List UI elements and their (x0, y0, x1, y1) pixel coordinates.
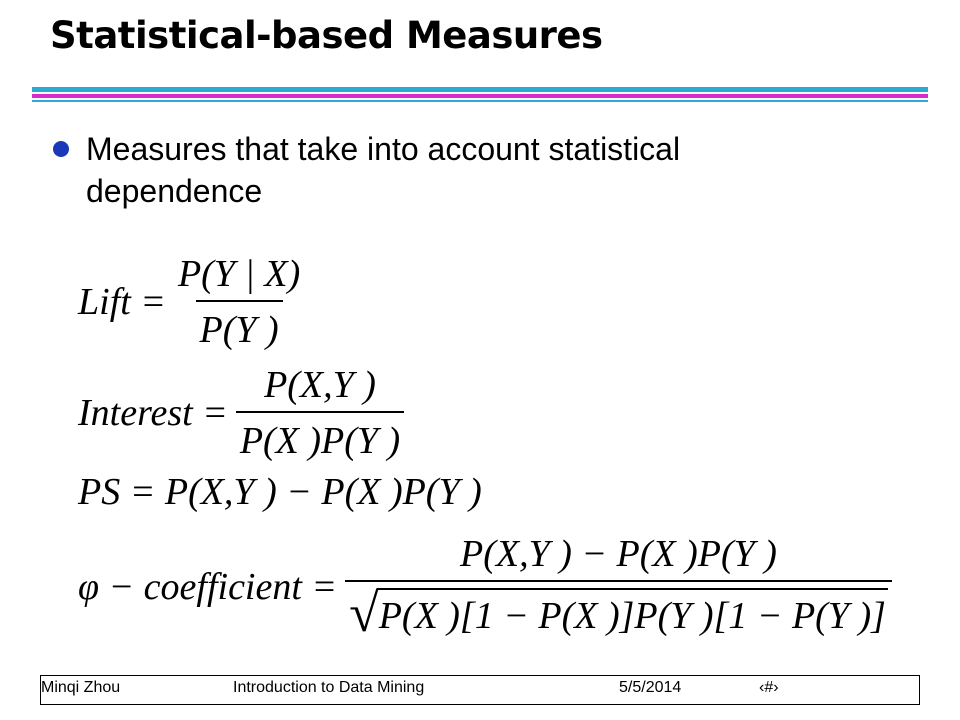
slide-footer (40, 675, 920, 705)
lift-fraction (174, 252, 304, 352)
phi-coefficient-formula (78, 532, 892, 641)
interest-lhs: Interest = (78, 392, 228, 434)
interest-formula (78, 363, 404, 463)
interest-fraction (236, 363, 404, 463)
footer-author: Minqi Zhou (41, 679, 121, 696)
phi-radicand: P(X )[1 − P(X )]P(Y )[1 − P(Y )] (377, 588, 888, 638)
lift-denominator: P(Y ) (196, 300, 283, 352)
lift-formula (78, 252, 304, 352)
lift-lhs: Lift = (78, 281, 166, 323)
bullet-dot-icon (53, 141, 69, 157)
lift-numerator: P(Y | X) (177, 253, 301, 295)
radical-sign-icon: √ (349, 583, 379, 643)
square-root (349, 583, 888, 643)
footer-course: Introduction to Data Mining (233, 679, 425, 696)
phi-denominator (345, 580, 892, 641)
footer-date: 5/5/2014 (619, 679, 682, 696)
phi-fraction (345, 532, 892, 641)
footer-page-number: ‹#› (759, 679, 779, 696)
ps-text: PS = P(X,Y ) − P(X )P(Y ) (78, 471, 482, 513)
phi-numerator: P(X,Y ) − P(X )P(Y ) (460, 533, 777, 575)
title-rule-blue-top (32, 87, 928, 92)
phi-lhs: φ − coefficient = (78, 565, 338, 608)
slide-title: Statistical-based Measures (50, 14, 603, 57)
interest-numerator: P(X,Y ) (264, 364, 376, 406)
interest-denominator: P(X )P(Y ) (236, 411, 404, 463)
title-rule-blue-bottom (32, 100, 928, 102)
title-rule-magenta (32, 94, 928, 98)
bullet-text: Measures that take into account statistical dependence (86, 131, 681, 209)
ps-formula (78, 470, 482, 514)
